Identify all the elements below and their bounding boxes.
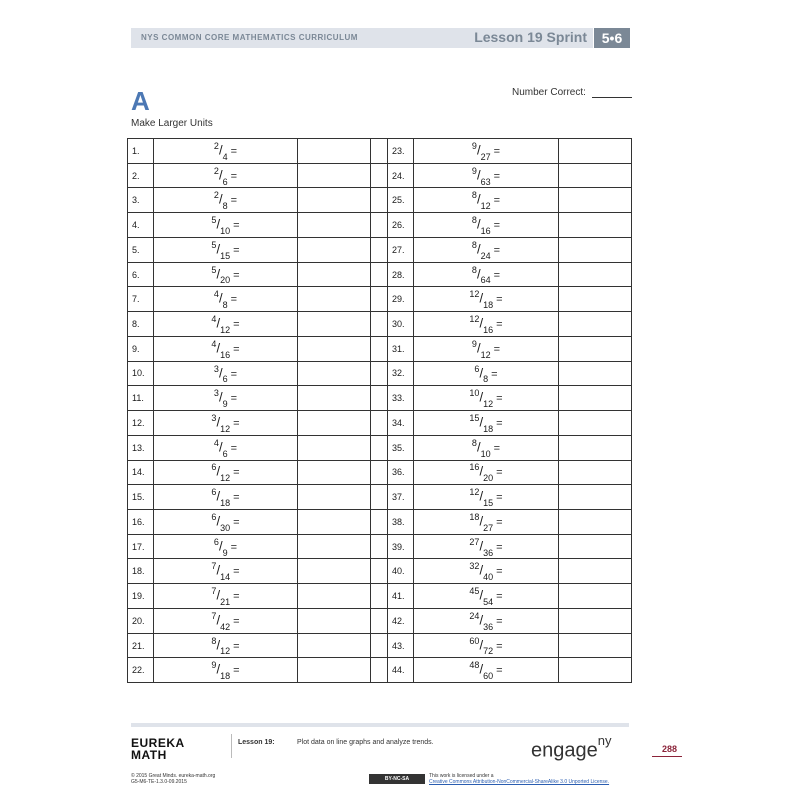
denominator: 18 <box>220 671 231 682</box>
numerator: 5 <box>211 264 217 275</box>
column-gap <box>371 213 388 237</box>
problem-expression: $^8/_{24}$ = <box>414 238 559 262</box>
denominator: 20 <box>483 473 494 484</box>
denominator: 10 <box>220 225 231 236</box>
denominator: 12 <box>220 423 231 434</box>
problem-expression: $^9/_{27}$ = <box>414 139 559 163</box>
column-gap <box>371 609 388 633</box>
denominator: 8 <box>483 374 489 385</box>
column-gap <box>371 485 388 509</box>
answer-cell[interactable] <box>298 658 371 682</box>
column-gap <box>371 411 388 435</box>
numerator: 48 <box>469 660 480 671</box>
column-gap <box>371 188 388 212</box>
problem-expression: $^3/_9$ = <box>154 386 298 410</box>
problem-number: 44. <box>388 658 414 682</box>
numerator: 24 <box>469 610 480 621</box>
problem-number: 15. <box>128 485 154 509</box>
problem-number: 18. <box>128 559 154 583</box>
problem-expression: $^2/_8$ = <box>154 188 298 212</box>
answer-cell[interactable] <box>298 535 371 559</box>
problem-number: 5. <box>128 238 154 262</box>
problem-number: 20. <box>128 609 154 633</box>
denominator: 72 <box>483 646 494 657</box>
problem-expression: $^9/_{18}$ = <box>154 658 298 682</box>
numerator: 9 <box>471 338 477 349</box>
numerator: 5 <box>211 215 217 226</box>
problem-expression: $^{12}/_{15}$ = <box>414 485 559 509</box>
denominator: 6 <box>222 448 228 459</box>
numerator: 8 <box>471 215 477 226</box>
answer-cell[interactable] <box>298 263 371 287</box>
numerator: 4 <box>211 338 217 349</box>
problem-expression: $^9/_{12}$ = <box>414 337 559 361</box>
problem-expression: $^6/_9$ = <box>154 535 298 559</box>
problem-expression: $^7/_{14}$ = <box>154 559 298 583</box>
numerator: 6 <box>213 536 219 547</box>
numerator: 18 <box>469 511 480 522</box>
engage-sup: ny <box>597 733 612 748</box>
column-gap <box>371 164 388 188</box>
denominator: 21 <box>220 597 231 607</box>
denominator: 14 <box>220 572 231 583</box>
logo-line-2: MATH <box>131 748 167 762</box>
denominator: 18 <box>483 423 494 434</box>
problem-expression: $^{15}/_{18}$ = <box>414 411 559 435</box>
denominator: 36 <box>483 621 494 632</box>
numerator: 9 <box>471 140 477 151</box>
numerator: 3 <box>211 413 217 424</box>
table-row <box>128 609 631 634</box>
numerator: 2 <box>213 140 219 151</box>
problem-number: 16. <box>128 510 154 534</box>
numerator: 8 <box>211 635 217 646</box>
table-row <box>128 436 631 461</box>
footer-divider <box>231 734 232 758</box>
page-number: 288 <box>662 744 678 754</box>
column-gap <box>371 386 388 410</box>
problem-number: 11. <box>128 386 154 410</box>
answer-cell[interactable] <box>559 510 631 534</box>
problem-expression: $^4/_6$ = <box>154 436 298 460</box>
denominator: 30 <box>220 522 231 533</box>
denominator: 8 <box>222 300 228 311</box>
numerator: 7 <box>211 586 217 597</box>
answer-cell[interactable] <box>559 287 631 311</box>
answer-cell[interactable] <box>559 213 631 237</box>
denominator: 16 <box>220 349 231 360</box>
problem-number: 25. <box>388 188 414 212</box>
problem-expression: $^9/_{63}$ = <box>414 164 559 188</box>
denominator: 12 <box>220 473 231 484</box>
answer-cell[interactable] <box>559 238 631 262</box>
numerator: 6 <box>211 487 217 498</box>
answer-cell[interactable] <box>298 164 371 188</box>
problem-expression: $^4/_{12}$ = <box>154 312 298 336</box>
eureka-math-logo <box>131 737 185 761</box>
footer-lesson-label: Lesson 19: <box>238 739 275 746</box>
answer-cell[interactable] <box>559 535 631 559</box>
answer-cell[interactable] <box>559 337 631 361</box>
problem-expression: $^{16}/_{20}$ = <box>414 461 559 485</box>
problem-expression: $^5/_{10}$ = <box>154 213 298 237</box>
lesson-title: Lesson 19 Sprint <box>474 29 587 45</box>
numerator: 60 <box>469 635 480 646</box>
denominator: 4 <box>222 151 228 162</box>
denominator: 12 <box>483 399 494 410</box>
problem-number: 39. <box>388 535 414 559</box>
problem-expression: $^8/_{16}$ = <box>414 213 559 237</box>
numerator: 32 <box>469 561 480 572</box>
answer-cell[interactable] <box>559 461 631 485</box>
problem-number: 21. <box>128 634 154 658</box>
column-gap <box>371 362 388 386</box>
problem-expression: $^{18}/_{27}$ = <box>414 510 559 534</box>
denominator: 15 <box>483 498 494 509</box>
problem-number: 19. <box>128 584 154 608</box>
numerator: 7 <box>211 561 217 572</box>
column-gap <box>371 559 388 583</box>
problem-number: 32. <box>388 362 414 386</box>
denominator: 20 <box>220 275 231 286</box>
sprint-table <box>127 138 632 683</box>
footer-lesson-description: Plot data on line graphs and analyze trends. <box>297 739 434 746</box>
problem-expression: $^4/_{16}$ = <box>154 337 298 361</box>
column-gap <box>371 263 388 287</box>
numerator: 4 <box>211 314 217 325</box>
problem-expression: $^{12}/_{16}$ = <box>414 312 559 336</box>
column-gap <box>371 535 388 559</box>
problem-expression: $^{27}/_{36}$ = <box>414 535 559 559</box>
table-row <box>128 238 631 263</box>
problem-number: 14. <box>128 461 154 485</box>
curriculum-title: NYS COMMON CORE MATHEMATICS CURRICULUM <box>141 33 358 42</box>
cc-license-badge: BY-NC-SA <box>369 774 425 784</box>
footer-rule <box>131 723 629 727</box>
numerator: 27 <box>469 536 480 547</box>
numerator: 2 <box>213 165 219 176</box>
table-row <box>128 386 631 411</box>
answer-cell[interactable] <box>559 559 631 583</box>
answer-cell[interactable] <box>298 362 371 386</box>
answer-cell[interactable] <box>298 461 371 485</box>
answer-cell[interactable] <box>298 559 371 583</box>
answer-cell[interactable] <box>298 510 371 534</box>
denominator: 18 <box>220 498 231 509</box>
problem-number: 1. <box>128 139 154 163</box>
answer-cell[interactable] <box>298 287 371 311</box>
column-gap <box>371 238 388 262</box>
column-gap <box>371 510 388 534</box>
answer-cell[interactable] <box>559 485 631 509</box>
denominator: 9 <box>222 547 228 558</box>
table-row <box>128 287 631 312</box>
problem-number: 13. <box>128 436 154 460</box>
answer-cell[interactable] <box>298 609 371 633</box>
table-row <box>128 461 631 486</box>
answer-cell[interactable] <box>559 188 631 212</box>
answer-cell[interactable] <box>559 312 631 336</box>
logo-line-1: EUREKA <box>131 736 185 750</box>
table-row <box>128 559 631 584</box>
table-row <box>128 584 631 609</box>
column-gap <box>371 658 388 682</box>
problem-expression: $^5/_{15}$ = <box>154 238 298 262</box>
problem-number: 42. <box>388 609 414 633</box>
table-row <box>128 312 631 337</box>
problem-number: 36. <box>388 461 414 485</box>
problem-number: 40. <box>388 559 414 583</box>
problem-number: 4. <box>128 213 154 237</box>
problem-number: 31. <box>388 337 414 361</box>
problem-expression: $^{24}/_{36}$ = <box>414 609 559 633</box>
numerator: 16 <box>469 462 480 473</box>
problem-expression: $^8/_{12}$ = <box>154 634 298 658</box>
table-row <box>128 535 631 560</box>
denominator: 12 <box>480 201 491 212</box>
table-row <box>128 634 631 659</box>
problem-number: 38. <box>388 510 414 534</box>
problem-expression: $^{48}/_{60}$ = <box>414 658 559 682</box>
table-row <box>128 411 631 436</box>
denominator: 12 <box>220 646 231 657</box>
problem-number: 35. <box>388 436 414 460</box>
table-row <box>128 485 631 510</box>
number-correct <box>512 87 632 98</box>
answer-cell[interactable] <box>298 485 371 509</box>
answer-cell[interactable] <box>559 263 631 287</box>
license-link[interactable]: Creative Commons Attribution-NonCommercial-ShareAlike 3.0 Unported License. <box>429 779 610 785</box>
problem-number: 7. <box>128 287 154 311</box>
problem-number: 3. <box>128 188 154 212</box>
numerator: 8 <box>471 264 477 275</box>
problem-number: 27. <box>388 238 414 262</box>
problem-expression: $^6/_{18}$ = <box>154 485 298 509</box>
problem-number: 2. <box>128 164 154 188</box>
column-gap <box>371 337 388 361</box>
numerator: 3 <box>213 388 219 399</box>
numerator: 12 <box>469 487 480 498</box>
denominator: 16 <box>480 225 491 236</box>
problem-number: 24. <box>388 164 414 188</box>
numerator: 6 <box>211 511 217 522</box>
table-row <box>128 510 631 535</box>
answer-cell[interactable] <box>559 164 631 188</box>
problem-number: 41. <box>388 584 414 608</box>
sprint-title: Make Larger Units <box>131 118 213 129</box>
denominator: 42 <box>220 621 231 632</box>
answer-cell[interactable] <box>559 386 631 410</box>
denominator: 12 <box>220 324 231 335</box>
problem-number: 30. <box>388 312 414 336</box>
column-gap <box>371 436 388 460</box>
table-row <box>128 658 631 682</box>
table-row <box>128 139 631 164</box>
answer-cell[interactable] <box>298 584 371 608</box>
denominator: 6 <box>222 176 228 187</box>
engage-text: engage <box>531 739 598 762</box>
problem-expression: $^{32}/_{40}$ = <box>414 559 559 583</box>
problem-expression: $^2/_4$ = <box>154 139 298 163</box>
page-number-rule <box>652 756 682 757</box>
column-gap <box>371 584 388 608</box>
numerator: 6 <box>474 363 480 374</box>
denominator: 12 <box>480 349 491 360</box>
numerator: 12 <box>469 314 480 325</box>
copyright-line-2: G5-M6-TE-1.3.0-09.2015 <box>131 779 187 785</box>
number-correct-label: Number Correct: <box>512 87 586 98</box>
answer-cell[interactable] <box>298 634 371 658</box>
problem-number: 37. <box>388 485 414 509</box>
problem-number: 34. <box>388 411 414 435</box>
answer-cell[interactable] <box>559 634 631 658</box>
answer-cell[interactable] <box>298 436 371 460</box>
problem-number: 23. <box>388 139 414 163</box>
column-gap <box>371 312 388 336</box>
problem-expression: $^3/_{12}$ = <box>154 411 298 435</box>
table-row <box>128 362 631 387</box>
answer-cell[interactable] <box>559 658 631 682</box>
table-row <box>128 213 631 238</box>
problem-number: 43. <box>388 634 414 658</box>
answer-cell[interactable] <box>298 337 371 361</box>
denominator: 10 <box>480 448 491 459</box>
numerator: 9 <box>211 660 217 671</box>
numerator: 3 <box>213 363 219 374</box>
denominator: 15 <box>220 250 231 261</box>
problem-expression: $^3/_6$ = <box>154 362 298 386</box>
denominator: 6 <box>222 374 228 385</box>
answer-cell[interactable] <box>298 386 371 410</box>
denominator: 8 <box>222 201 228 212</box>
problem-number: 22. <box>128 658 154 682</box>
answer-cell[interactable] <box>298 213 371 237</box>
denominator: 16 <box>483 324 494 335</box>
table-row <box>128 164 631 189</box>
column-gap <box>371 634 388 658</box>
problem-expression: $^{60}/_{72}$ = <box>414 634 559 658</box>
denominator: 60 <box>483 671 494 682</box>
denominator: 54 <box>483 597 494 607</box>
answer-cell[interactable] <box>559 584 631 608</box>
problem-expression: $^5/_{20}$ = <box>154 263 298 287</box>
problem-expression: $^7/_{21}$ = <box>154 584 298 608</box>
problem-expression: $^4/_8$ = <box>154 287 298 311</box>
answer-cell[interactable] <box>298 238 371 262</box>
numerator: 9 <box>471 165 477 176</box>
answer-cell[interactable] <box>559 139 631 163</box>
answer-cell[interactable] <box>298 411 371 435</box>
grade-module-badge: 5•6 <box>594 28 630 48</box>
problem-expression: $^8/_{10}$ = <box>414 436 559 460</box>
problem-number: 17. <box>128 535 154 559</box>
numerator: 4 <box>213 437 219 448</box>
copyright <box>131 773 215 785</box>
answer-cell[interactable] <box>298 188 371 212</box>
denominator: 18 <box>483 300 494 311</box>
denominator: 64 <box>480 275 491 286</box>
numerator: 8 <box>471 239 477 250</box>
problem-number: 33. <box>388 386 414 410</box>
license-text <box>429 773 609 785</box>
number-correct-blank[interactable] <box>592 87 632 98</box>
denominator: 36 <box>483 547 494 558</box>
table-row <box>128 188 631 213</box>
problem-number: 28. <box>388 263 414 287</box>
denominator: 27 <box>483 522 494 533</box>
problem-number: 8. <box>128 312 154 336</box>
denominator: 24 <box>480 250 491 261</box>
problem-expression: $^{45}/_{54}$ = <box>414 584 559 608</box>
problem-number: 26. <box>388 213 414 237</box>
denominator: 63 <box>480 176 491 187</box>
column-gap <box>371 287 388 311</box>
numerator: 15 <box>469 413 480 424</box>
numerator: 12 <box>469 289 480 300</box>
problem-expression: $^7/_{42}$ = <box>154 609 298 633</box>
problem-number: 12. <box>128 411 154 435</box>
license-line-1: This work is licensed under a <box>429 773 494 779</box>
problem-expression: $^6/_{30}$ = <box>154 510 298 534</box>
answer-cell[interactable] <box>559 436 631 460</box>
answer-cell[interactable] <box>559 609 631 633</box>
problem-number: 10. <box>128 362 154 386</box>
problem-expression: $^8/_{12}$ = <box>414 188 559 212</box>
problem-number: 29. <box>388 287 414 311</box>
denominator: 27 <box>480 151 491 162</box>
numerator: 8 <box>471 190 477 201</box>
numerator: 5 <box>211 239 217 250</box>
problem-expression: $^6/_8$ = <box>414 362 559 386</box>
numerator: 45 <box>469 586 480 597</box>
answer-cell[interactable] <box>559 411 631 435</box>
copyright-line-1: © 2015 Great Minds. eureka-math.org <box>131 773 216 779</box>
numerator: 2 <box>213 190 219 201</box>
answer-cell[interactable] <box>559 362 631 386</box>
problem-expression: $^{12}/_{18}$ = <box>414 287 559 311</box>
numerator: 7 <box>211 610 217 621</box>
column-gap <box>371 461 388 485</box>
answer-cell[interactable] <box>298 312 371 336</box>
header-bar <box>131 28 593 48</box>
denominator: 9 <box>222 399 228 410</box>
problem-number: 9. <box>128 337 154 361</box>
denominator: 40 <box>483 572 494 583</box>
answer-cell[interactable] <box>298 139 371 163</box>
problem-expression: $^{10}/_{12}$ = <box>414 386 559 410</box>
numerator: 4 <box>213 289 219 300</box>
problem-number: 6. <box>128 263 154 287</box>
engageny-logo <box>531 733 612 763</box>
table-row <box>128 263 631 288</box>
problem-expression: $^8/_{64}$ = <box>414 263 559 287</box>
numerator: 10 <box>469 388 480 399</box>
problem-expression: $^6/_{12}$ = <box>154 461 298 485</box>
problem-expression: $^2/_6$ = <box>154 164 298 188</box>
column-gap <box>371 139 388 163</box>
numerator: 6 <box>211 462 217 473</box>
sprint-letter: A <box>131 86 150 116</box>
table-row <box>128 337 631 362</box>
numerator: 8 <box>471 437 477 448</box>
